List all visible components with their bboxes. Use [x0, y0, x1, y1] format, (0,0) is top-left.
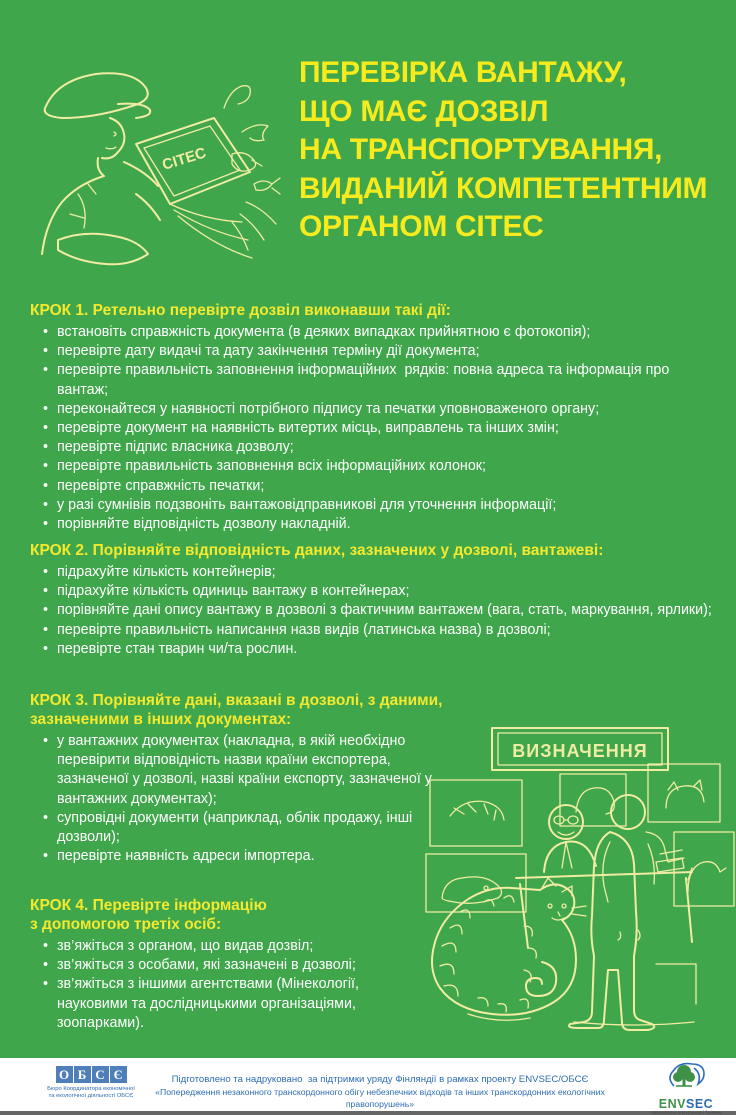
snake-icon: [224, 86, 250, 108]
step-2-section: [30, 541, 722, 659]
list-item: • перевірте документ на наявність витертих місць, виправлень та інших змін;: [30, 419, 722, 438]
osce-logo: [36, 1066, 146, 1100]
step-4-heading-line2: з допомогою третіх осіб:: [30, 916, 222, 933]
footer: [0, 1058, 736, 1115]
title-line: ПЕРЕВІРКА ВАНТАЖУ,: [299, 56, 627, 89]
step-2-heading: КРОК 2. Порівняйте відповідність даних, зазначених у дозволі, вантажеві:: [30, 542, 604, 559]
list-item: • перевірте справжність печатки;: [30, 477, 722, 496]
title-line: ОРГАНОМ СІТЕС: [299, 210, 544, 243]
list-item: • переконайтеся у наявності потрібного підпису та печатки уповноваженого органу;: [30, 400, 722, 419]
envsec-tagline: Навколишнє середовище і безпека: [651, 1110, 721, 1115]
list-item: • перевірте наявність адреси імпортера.: [30, 847, 462, 866]
list-item: • підрахуйте кількість одиниць вантажу в контейнерах;: [30, 582, 722, 601]
cat-picture-frame-icon: [648, 764, 720, 822]
list-item: • у вантажних документах (накладна, в якій необхідно перевірити відповідність назви країни експортера, зазначеної у дозволі, назві країни експорту, зазначеної у вантажних документах);: [30, 732, 462, 809]
step-1-heading: КРОК 1. Ретельно перевірте дозвіл виконавши такі дії:: [30, 302, 451, 319]
tiger-picture-frame-icon: [430, 780, 522, 846]
osce-logo-squares: [36, 1066, 146, 1083]
list-item: • перевірте стан тварин чи/та рослин.: [30, 640, 722, 659]
identification-counter-illustration: [424, 712, 736, 1058]
officer-arm-icon: [58, 234, 148, 265]
tiger-stripes-icon: [440, 896, 536, 1012]
list-item: • порівняйте відповідність дозволу накладній.: [30, 515, 722, 534]
footer-credit-text: [140, 1073, 620, 1110]
step-3-section: [30, 691, 462, 866]
visitor-head-icon: [611, 795, 645, 829]
customs-officer-illustration: [18, 44, 286, 282]
osce-caption: Бюро Координатора економічної та екологічної діяльності ОБСЄ: [47, 1086, 135, 1099]
title-line: НА ТРАНСПОРТУВАННЯ,: [299, 133, 663, 166]
officer-face-icon: [102, 118, 124, 158]
swirl-lines-icon: [232, 202, 276, 250]
poster-title: [299, 54, 724, 247]
book-pages-icon: [170, 204, 252, 258]
envsec-logo: [646, 1060, 726, 1115]
list-item: • перевірте правильність заповнення всіх інформаційних колонок;: [30, 457, 722, 476]
step-3-list: [30, 732, 462, 866]
envsec-wordmark: ENVSEC: [658, 1097, 714, 1111]
visitor-body-icon: [569, 832, 654, 1030]
bird-icon: [242, 125, 268, 141]
list-item: • зв’яжіться з органом, що видав дозвіл;: [30, 937, 362, 956]
tiger-tail-icon: [526, 962, 556, 996]
tiger-body-icon: [432, 884, 576, 1014]
osce-letter-tile: О: [56, 1066, 73, 1083]
identification-sign-label: ВИЗНАЧЕННЯ: [512, 741, 648, 761]
list-item: • перевірте дату видачі та дату закінчення терміну дії документа;: [30, 342, 722, 361]
envsec-tree-icon: [666, 1060, 706, 1093]
cites-book-label: СІТЕС: [160, 144, 209, 174]
list-item: • порівняйте дані опису вантажу в дозволі з фактичним вантажем (вага, стать, маркування, ярлики);: [30, 601, 722, 620]
credit-line-1: Підготовлено та надруковано за підтримки уряду Фінляндії в рамках проекту ENVSEC/ОБСЄ: [171, 1074, 589, 1085]
title-line: ВИДАНИЙ КОМПЕТЕНТНИМ: [299, 171, 708, 205]
osce-letter-tile: С: [92, 1066, 109, 1083]
list-item: • встановіть справжність документа (в деяких випадках прийнятною є фотокопія);: [30, 323, 722, 342]
step-3-heading: КРОК 3. Порівняйте дані, вказані в дозволі, з даними,: [30, 692, 443, 709]
step-4-heading: КРОК 4. Перевірте інформацію: [30, 897, 267, 914]
list-item: • супровідні документи (наприклад, облік продажу, інші дозволи);: [30, 809, 462, 847]
osce-letter-tile: Є: [110, 1066, 127, 1083]
list-item: • перевірте правильність написання назв видів (латинська назва) в дозволі;: [30, 621, 722, 640]
list-item: • зв’яжіться з іншими агентствами (Мінекології, науковими та дослідницькими організаціями, зоопарками).: [30, 975, 362, 1033]
fish-icon: [254, 178, 280, 194]
osce-letter-tile: Б: [74, 1066, 91, 1083]
step-4-list: [30, 937, 362, 1033]
list-item: • у разі сумнівів подзвоніть вантажовідправникові для уточнення інформації;: [30, 496, 722, 515]
credit-line-2: «Попередження незаконного транскордонного обігу небезпечних відходів та інших транскордонних екологічних правопорушень»: [155, 1087, 605, 1109]
step-2-list: [30, 563, 722, 659]
step-1-list: [30, 323, 722, 534]
visitor-arm-icon: [646, 832, 684, 862]
officer-cap-icon: [45, 73, 148, 118]
step-1-section: [30, 301, 722, 534]
officer-torso-icon: [42, 158, 104, 254]
step-4-section: [30, 896, 362, 1033]
list-item: • підрахуйте кількість контейнерів;: [30, 563, 722, 582]
list-item: • перевірте підпис власника дозволу;: [30, 438, 722, 457]
list-item: • перевірте правильність заповнення інформаційних рядків: повна адреса та інформація про вантаж;: [30, 361, 722, 399]
list-item: • зв’яжіться з особами, які зазначені в дозволі;: [30, 956, 362, 975]
title-line: ЩО МАЄ ДОЗВІЛ: [299, 94, 549, 128]
step-3-heading-line2: зазначеними в інших документах:: [30, 711, 292, 728]
